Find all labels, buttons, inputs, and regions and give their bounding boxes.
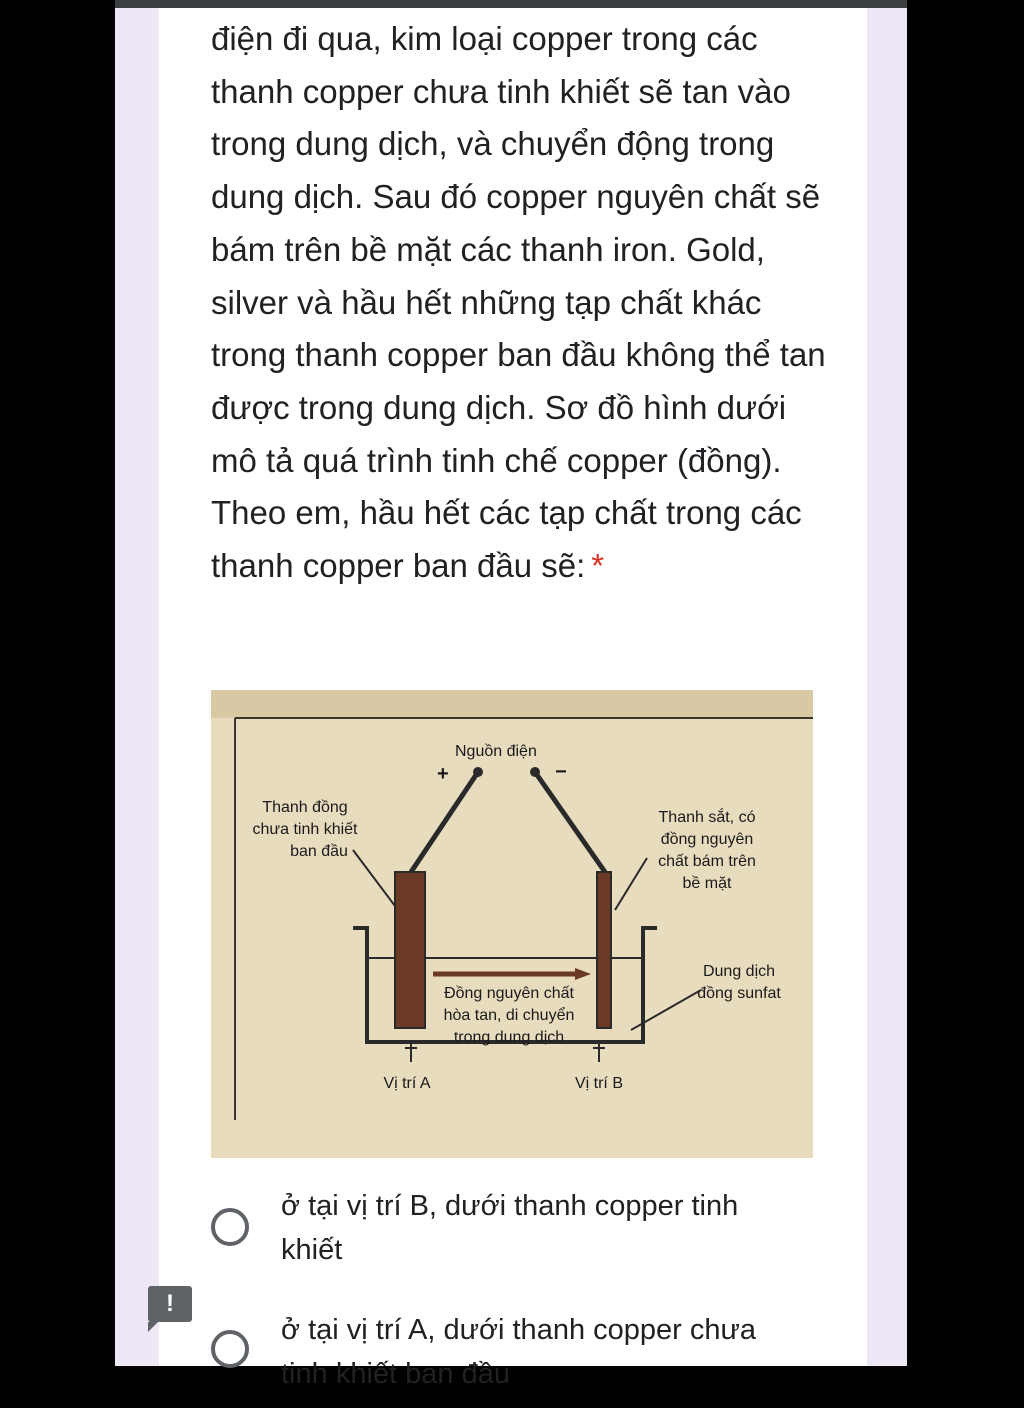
right-bar-label-3: chất bám trên bbox=[658, 853, 756, 870]
plus-sign: + bbox=[437, 763, 449, 785]
positive-wire bbox=[411, 772, 478, 872]
negative-wire bbox=[535, 772, 605, 872]
left-bar-label-2: chưa tinh khiết bbox=[252, 821, 358, 838]
form-screen bbox=[115, 0, 907, 1390]
flow-arrow-head bbox=[575, 968, 591, 980]
position-b-label: Vị trí B bbox=[574, 1075, 624, 1092]
option-label[interactable]: ở tại vị trí A, dưới thanh copper chưa tinh khiết ban đầu bbox=[281, 1314, 757, 1390]
iron-bar bbox=[597, 872, 611, 1028]
minus-sign: − bbox=[555, 761, 567, 783]
right-bar-label-4: bề mặt bbox=[682, 875, 732, 892]
right-bar-label-1: Thanh sắt, có bbox=[658, 809, 756, 826]
report-button[interactable]: ! bbox=[148, 1286, 192, 1322]
impure-copper-bar bbox=[395, 872, 425, 1028]
left-bar-pointer bbox=[353, 850, 395, 906]
right-bar-pointer bbox=[615, 858, 647, 910]
flow-label-3: trong dung dịch bbox=[453, 1029, 565, 1046]
top-bar bbox=[115, 0, 907, 8]
flow-label-1: Đồng nguyên chất bbox=[444, 985, 574, 1002]
solution-label-1: Dung dịch bbox=[702, 963, 776, 980]
left-bar-label-1: Thanh đồng bbox=[262, 799, 348, 816]
required-asterisk: * bbox=[591, 547, 605, 585]
option-a[interactable] bbox=[211, 1308, 811, 1408]
left-bar-label-3: ban đầu bbox=[290, 843, 348, 860]
radio-button[interactable] bbox=[211, 1330, 249, 1368]
right-bar-label-2: đồng nguyên bbox=[660, 831, 754, 848]
position-a-label: Vị trí A bbox=[383, 1075, 431, 1092]
question-body: điện đi qua, kim loại copper trong các thanh copper chưa tinh khiết sẽ tan vào trong dung dịch, và chuyển động trong dung dịch. Sau đó copper nguyên chất sẽ bám trên bề mặt các thanh iron. Gold, silver và hầu hết những tạp chất khác trong thanh copper ban đầu không thể tan được trong dung dịch. Sơ đồ hình dưới mô tả quá trình tinh chế copper (đồng). Theo em, hầu hết các tạp chất trong các thanh copper ban đầu sẽ: bbox=[211, 20, 826, 585]
solution-label-2: đồng sunfat bbox=[697, 985, 781, 1002]
power-source-label: Nguồn điện bbox=[455, 743, 537, 760]
flow-label-2: hòa tan, di chuyển bbox=[443, 1007, 575, 1024]
option-b[interactable] bbox=[211, 1184, 811, 1284]
radio-button[interactable] bbox=[211, 1208, 249, 1246]
diagram-svg bbox=[211, 690, 813, 1158]
option-label[interactable]: ở tại vị trí B, dưới thanh copper tinh khiết bbox=[281, 1190, 739, 1266]
electrolysis-diagram bbox=[211, 690, 813, 1158]
question-text bbox=[211, 13, 831, 593]
question-card bbox=[159, 8, 867, 1390]
